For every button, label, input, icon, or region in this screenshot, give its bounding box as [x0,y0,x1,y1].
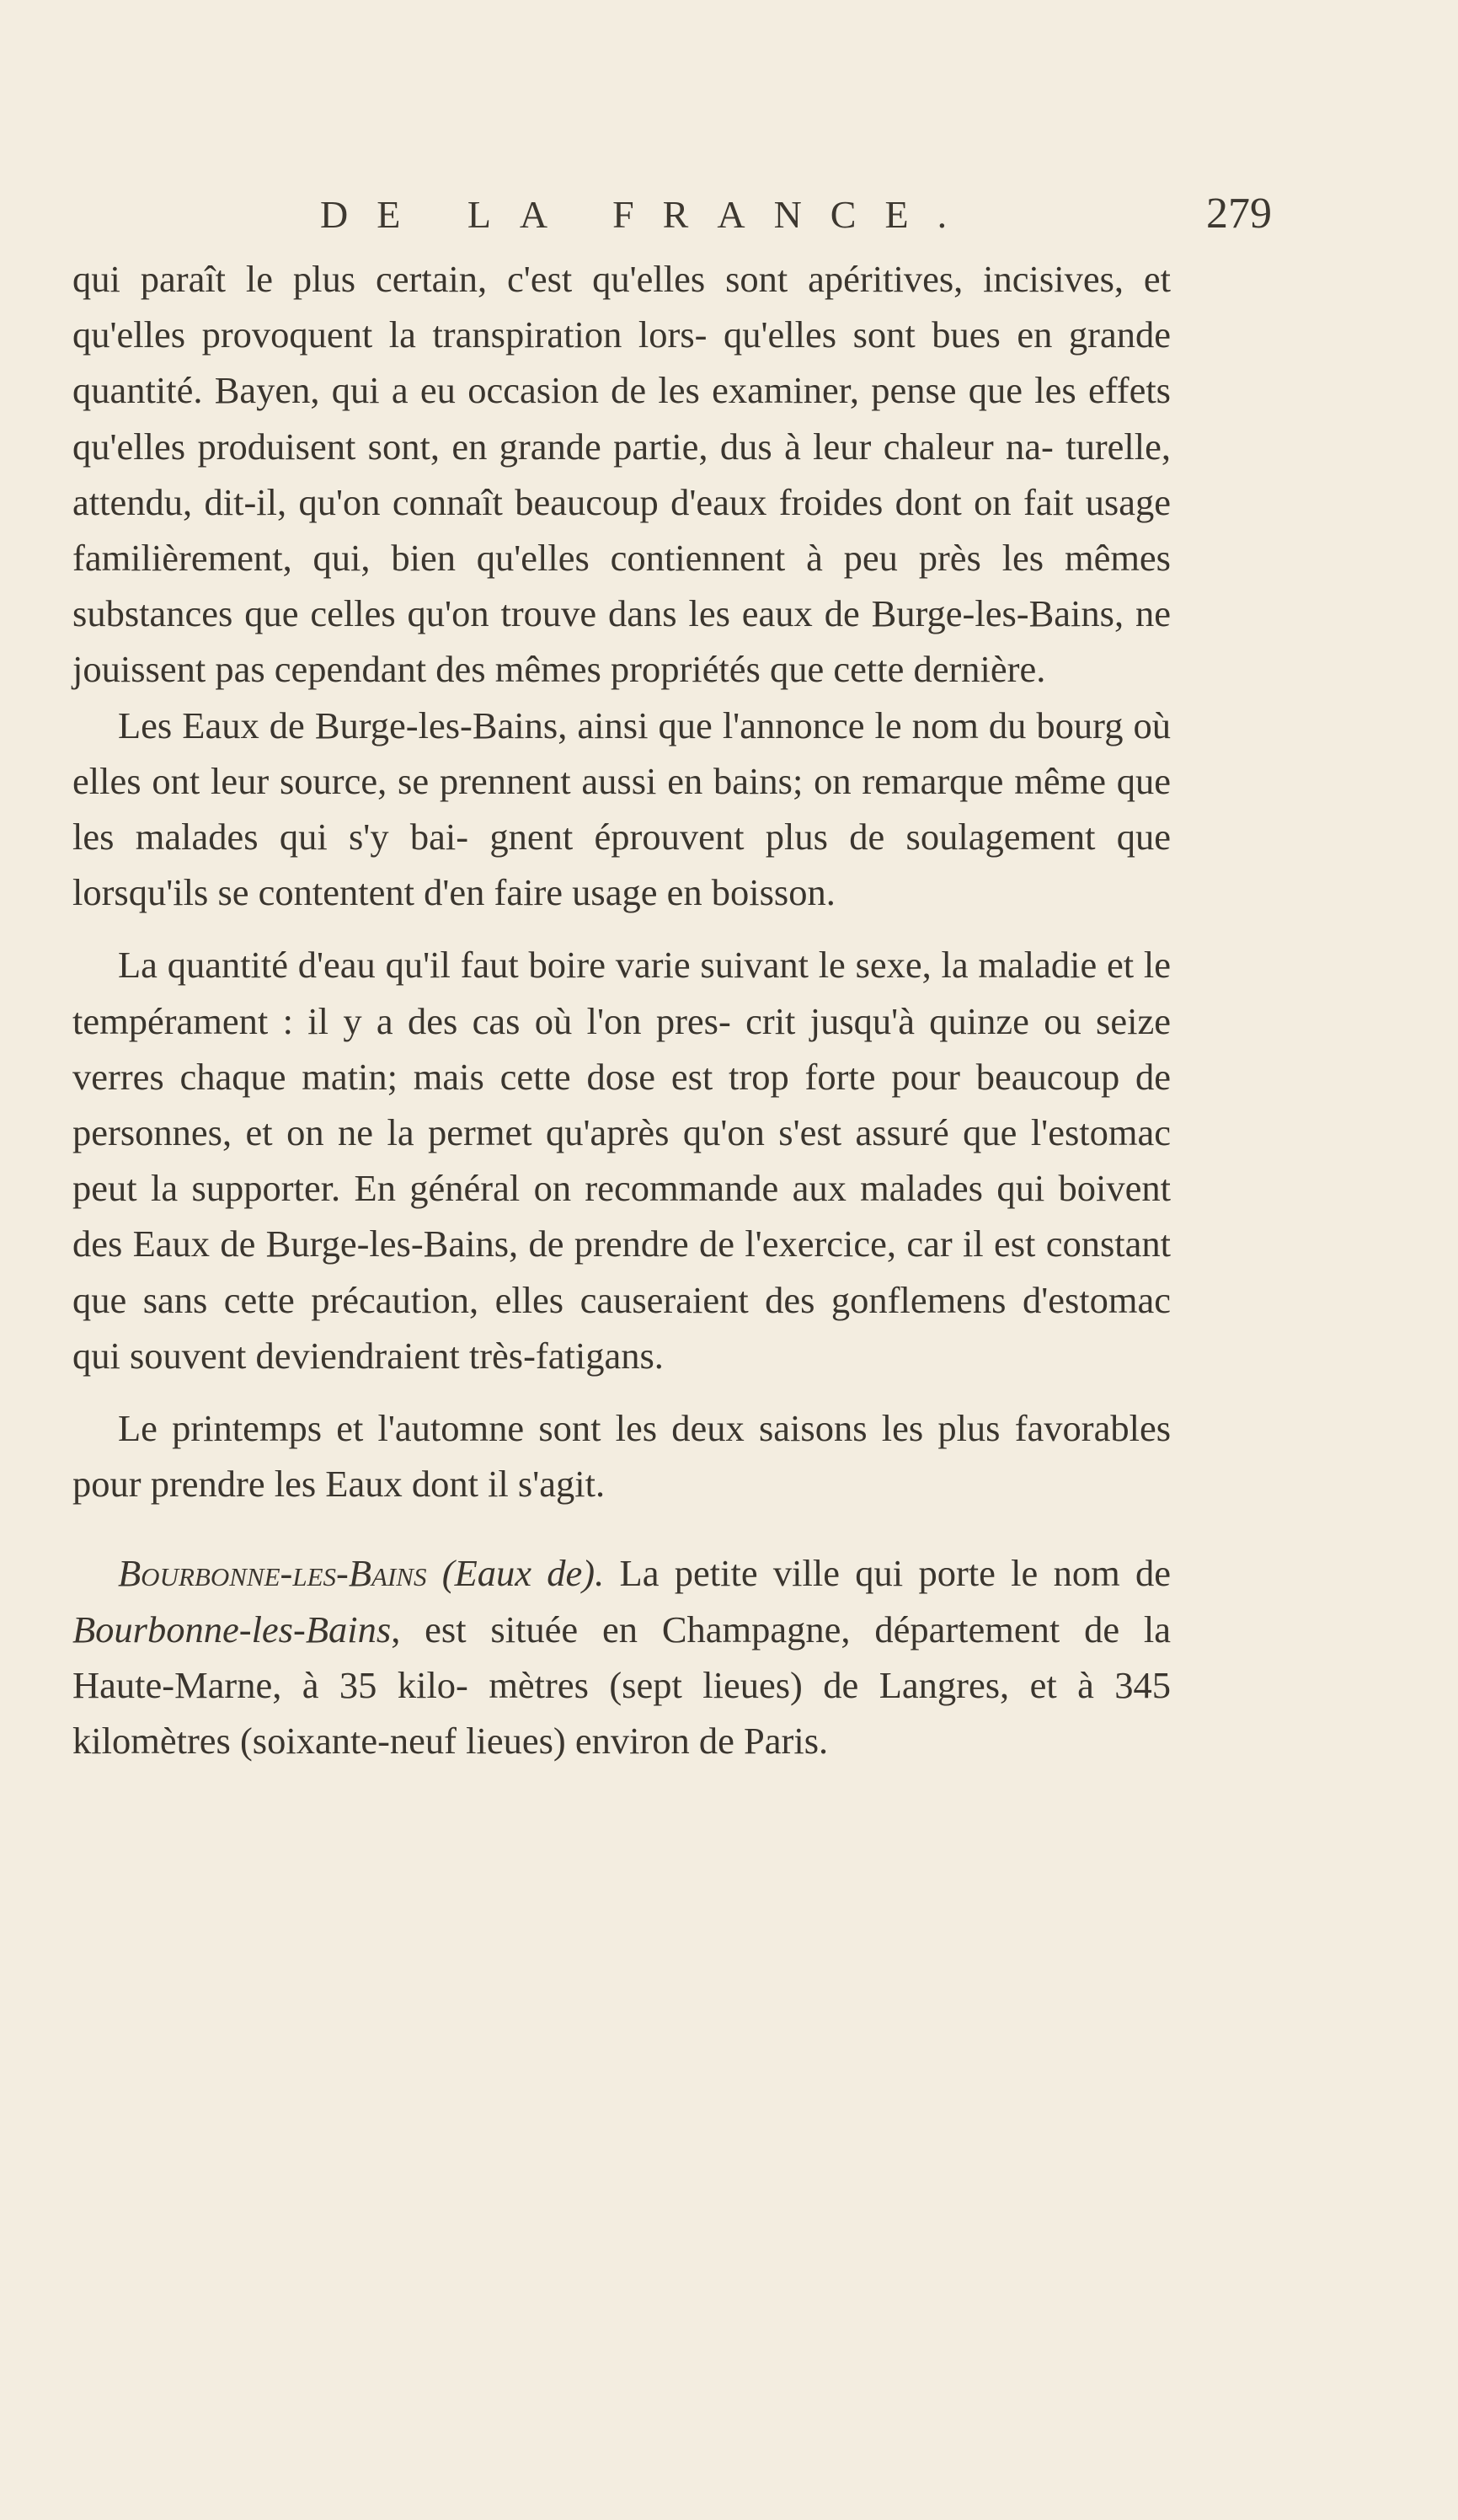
text-line: crit jusqu'à quinze ou seize verres chaque matin; mais cette [72,999,1171,1098]
text-line: favorables pour prendre les Eaux dont il s'agit. [72,1407,1172,1506]
text-line: La quantité d'eau qu'il faut boire varie suivant le sexe, [118,944,932,987]
text-line: occasion de les examiner, pense que les effets qu'elles [72,369,1171,468]
running-title: DE LA FRANCE. [320,193,976,236]
paragraph-4 [72,1400,1171,1511]
paragraph-2 [72,698,1171,921]
text-line: l'exercice, car il est constant que sans cette précaution, [72,1223,1172,1321]
text-line: deviendraient très-fatigans. [255,1334,664,1377]
text-line: nom du bourg où elles ont leur source, se prennent aussi [72,704,1171,802]
text-line: froides dont on fait usage familièrement, qui, bien [72,480,1171,580]
entry-title: Bourbonne-les-Bains [118,1552,427,1595]
entry-subtitle: (Eaux de). [441,1552,605,1595]
text-line: dose est trop forte pour beaucoup de personnes, et on ne [72,1055,1172,1154]
text-line: qui paraît le plus certain, c'est qu'elles sont apéritives, [72,258,964,300]
text-line: Le printemps et l'automne sont les deux saisons les plus [118,1407,1001,1450]
body-text [72,251,1171,1768]
paragraph-3 [72,937,1171,1383]
text-line: La petite ville [604,1552,840,1595]
text-line: celles qu'on trouve dans les eaux de Burge-les-Bains, [310,592,1124,635]
text-line: en bains; on remarque même que les malades qui s'y bai- [72,759,1171,859]
text-line: , est située en [391,1608,638,1651]
text-line: Champagne, département de la Haute-Marne, à 35 kilo- [72,1608,1172,1706]
text-line: qui porte le nom de [855,1552,1171,1595]
text-line: ne jouissent pas cependant des mêmes propriétés que cette [72,592,1171,691]
text-line: la maladie et le tempérament : il y a des cas où l'on pres- [72,944,1171,1042]
text-line: dernière. [913,648,1046,691]
text-line: (soixante-neuf lieues) environ de Paris. [239,1720,829,1763]
text-line: qu'elles contiennent à peu près les mêmes substances que [72,537,1171,635]
text-line: mètres (sept lieues) de Langres, et à 345 kilomètres [72,1663,1172,1763]
text-line: la permet qu'après qu'on s'est assuré que l'estomac peut la [72,1111,1171,1210]
place-name: Bourbonne-les-Bains [72,1608,392,1651]
text-line: supporter. En général on recommande aux malades qui [191,1167,1045,1210]
text-line: qu'elles sont bues en grande quantité. Bayen, qui a eu [72,313,1171,412]
text-line: produisent sont, en grande partie, dus à leur chaleur na- [197,425,1054,468]
paragraph-1 [72,251,1171,698]
text-line: Les Eaux de Burge-les-Bains, ainsi que l'annonce le [118,704,902,746]
text-line: elles causeraient des gonflemens d'estomac qui souvent [72,1278,1172,1377]
page-number: 279 [1206,190,1272,238]
text-line: boivent des Eaux de Burge-les-Bains, de prendre de [72,1167,1172,1265]
text-line: contentent d'en faire usage en boisson. [258,871,836,914]
entry-bourbonne [72,1545,1171,1768]
text-line: incisives, et qu'elles provoquent la transpiration lors- [72,258,1172,356]
text-line: gnent éprouvent plus de soulagement que lorsqu'ils se [72,816,1171,914]
text-line: turelle, attendu, dit-il, qu'on connaît beaucoup d'eaux [72,425,1171,523]
page-header [67,192,1272,251]
